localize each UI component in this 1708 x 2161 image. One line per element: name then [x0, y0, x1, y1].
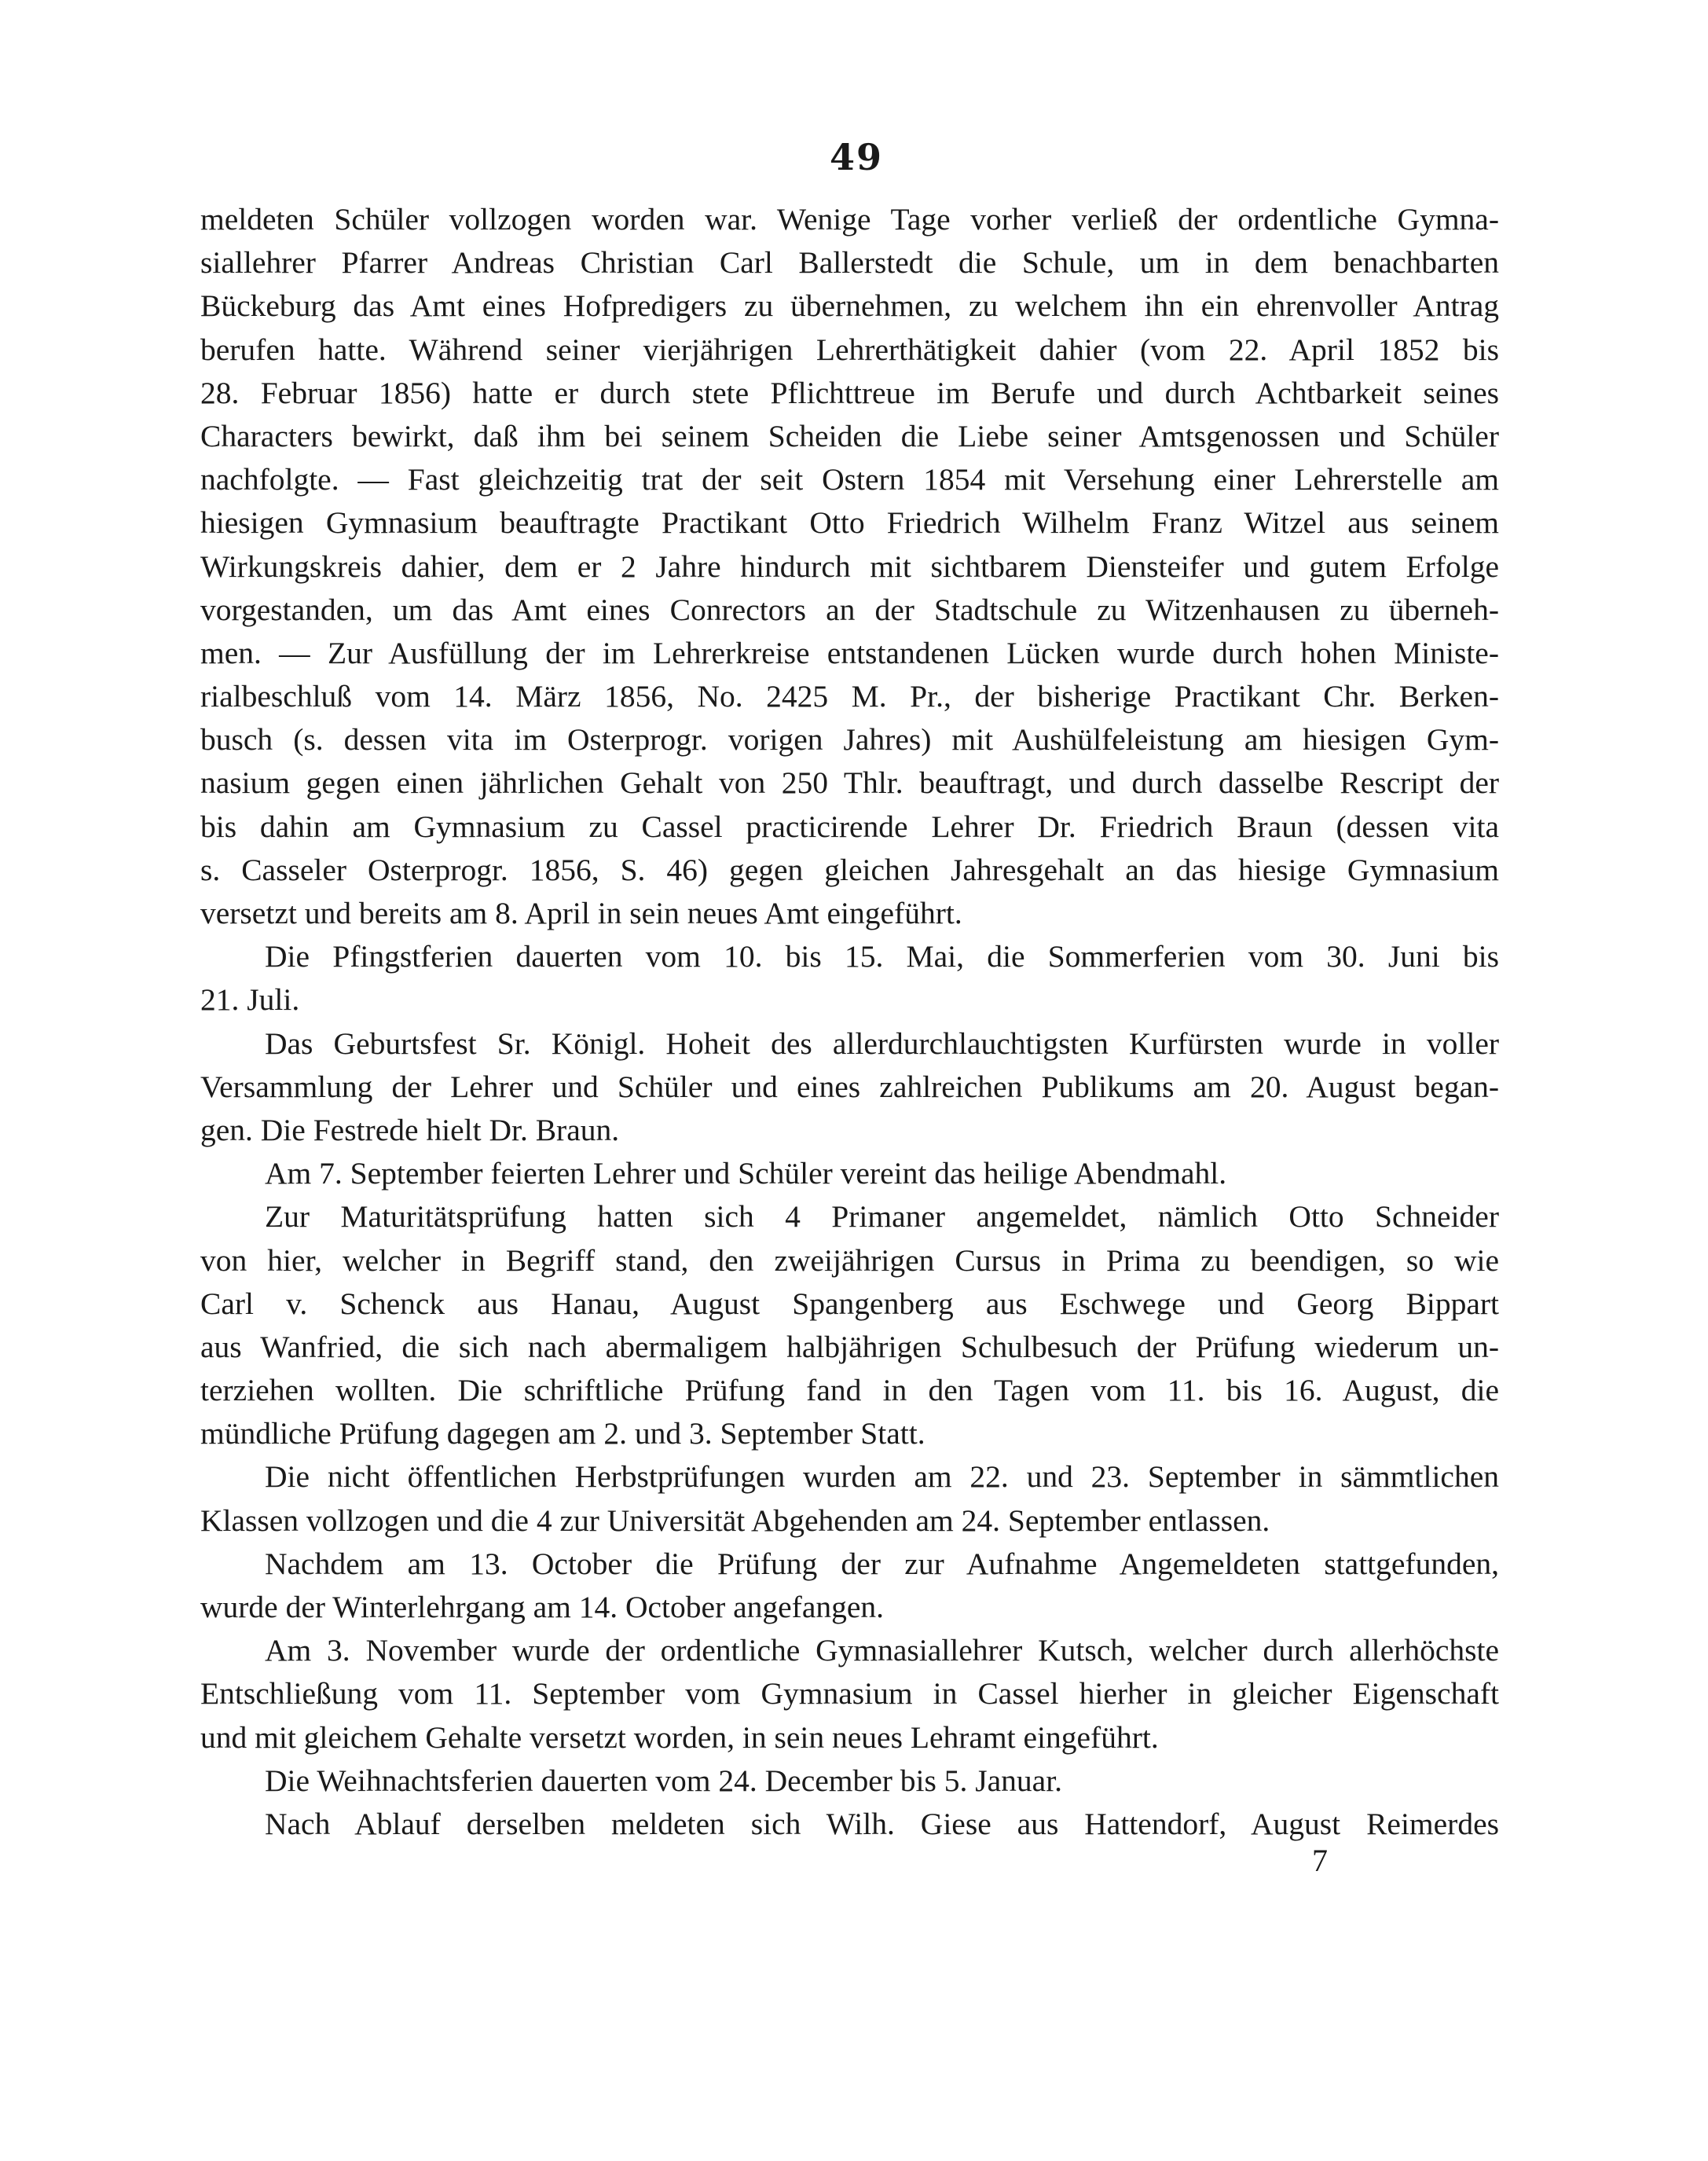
- text-line: Klassen vollzogen und die 4 zur Universität Abgehenden am 24. September entlassen.: [200, 1502, 1270, 1538]
- text-line: aus Wanfried, die sich nach abermaligem halbjährigen Schulbesuch der Prüfung wiederum un-: [200, 1329, 1499, 1364]
- text-line: siallehrer Pfarrer Andreas Christian Carl Ballerstedt die Schule, um in dem benachbarten: [200, 245, 1499, 281]
- text-line: versetzt und bereits am 8. April in sein neues Amt eingeführt.: [200, 896, 962, 930]
- text-line: vorgestanden, um das Amt eines Conrectors an der Stadtschule zu Witzenhausen zu überneh-: [200, 592, 1499, 627]
- text-line: mündliche Prüfung dagegen am 2. und 3. September Statt.: [200, 1416, 925, 1451]
- text-line: busch (s. dessen vita im Osterprogr. vorigen Jahres) mit Aushülfeleistung am hiesigen Gym-: [200, 722, 1499, 758]
- paragraph-start-line: Zur Maturitätsprüfung hatten sich 4 Primaner angemeldet, nämlich Otto Schneider: [265, 1199, 1499, 1235]
- text-line: berufen hatte. Während seiner vierjährigen Lehrerthätigkeit dahier (vom 22. April 1852 bis: [200, 332, 1499, 367]
- text-line: Characters bewirkt, daß ihm bei seinem Scheiden die Liebe seiner Amtsgenossen und Schüler: [200, 418, 1499, 453]
- text-line: Versammlung der Lehrer und Schüler und eines zahlreichen Publikums am 20. August began-: [200, 1069, 1499, 1104]
- body-text: [200, 198, 1499, 1846]
- text-line: meldeten Schüler vollzogen worden war. Wenige Tage vorher verließ der ordentliche Gymna-: [200, 202, 1499, 237]
- text-line: terziehen wollten. Die schriftliche Prüfung fand in den Tagen vom 11. bis 16. August, die: [200, 1373, 1499, 1408]
- text-line: nachfolgte. — Fast gleichzeitig trat der seit Ostern 1854 mit Versehung einer Lehrerstelle am: [200, 462, 1499, 497]
- text-line: Entschließung vom 11. September vom Gymnasium in Cassel hierher in gleicher Eigenschaft: [200, 1676, 1499, 1712]
- paragraph-start-line: Am 7. September feierten Lehrer und Schüler vereint das heilige Abendmahl.: [265, 1156, 1227, 1191]
- text-line: men. — Zur Ausfüllung der im Lehrerkreise entstandenen Lücken wurde durch hohen Ministe-: [200, 635, 1499, 670]
- paragraph-start-line: Nachdem am 13. October die Prüfung der zur Aufnahme Angemeldeten stattgefunden,: [265, 1546, 1499, 1581]
- text-line: wurde der Winterlehrgang am 14. October angefangen.: [200, 1590, 885, 1624]
- text-line: Carl v. Schenck aus Hanau, August Spangenberg aus Eschwege und Georg Bippart: [200, 1286, 1499, 1321]
- text-line: Wirkungskreis dahier, dem er 2 Jahre hindurch mit sichtbarem Diensteifer und gutem Erfolge: [200, 549, 1499, 584]
- text-line: hiesigen Gymnasium beauftragte Practikant Otto Friedrich Wilhelm Franz Witzel aus seinem: [200, 505, 1499, 541]
- paragraph-start-line: Das Geburtsfest Sr. Königl. Hoheit des allerdurchlauchtigsten Kurfürsten wurde in voller: [265, 1025, 1499, 1061]
- text-line: 28. Februar 1856) hatte er durch stete Pflichttreue im Berufe und durch Achtbarkeit seines: [200, 375, 1499, 410]
- text-line: bis dahin am Gymnasium zu Cassel practicirende Lehrer Dr. Friedrich Braun (dessen vita: [200, 809, 1499, 844]
- text-line: von hier, welcher in Begriff stand, den zweijährigen Cursus in Prima zu beendigen, so wie: [200, 1242, 1499, 1278]
- text-line: 21. Juli.: [200, 982, 300, 1018]
- page-number: 49: [829, 136, 883, 178]
- paragraph-start-line: Die Pfingstferien dauerten vom 10. bis 15. Mai, die Sommerferien vom 30. Juni bis: [265, 939, 1499, 974]
- text-line: s. Casseler Osterprogr. 1856, S. 46) gegen gleichen Jahresgehalt an das hiesige Gymnasium: [200, 852, 1499, 887]
- text-line: nasium gegen einen jährlichen Gehalt von 250 Thlr. beauftragt, und durch dasselbe Rescript der: [200, 765, 1499, 801]
- paragraph-start-line: Am 3. November wurde der ordentliche Gymnasiallehrer Kutsch, welcher durch allerhöchste: [265, 1633, 1499, 1668]
- paragraph-start-line: Die Weihnachtsferien dauerten vom 24. December bis 5. Januar.: [265, 1763, 1063, 1798]
- signature-mark: 7: [1312, 1843, 1328, 1878]
- text-line: rialbeschluß vom 14. März 1856, No. 2425 M. Pr., der bisherige Practikant Chr. Berken-: [200, 679, 1499, 714]
- text-line: Bückeburg das Amt eines Hofpredigers zu übernehmen, zu welchem ihn ein ehrenvoller Antrag: [200, 288, 1499, 324]
- paragraph-start-line: Nach Ablauf derselben meldeten sich Wilh. Giese aus Hattendorf, August Reimerdes: [265, 1806, 1499, 1841]
- text-line: gen. Die Festrede hielt Dr. Braun.: [200, 1112, 620, 1147]
- paragraph-start-line: Die nicht öffentlichen Herbstprüfungen wurden am 22. und 23. September in sämmtlichen: [265, 1459, 1499, 1495]
- text-line: und mit gleichem Gehalte versetzt worden, in sein neues Lehramt eingeführt.: [200, 1719, 1159, 1755]
